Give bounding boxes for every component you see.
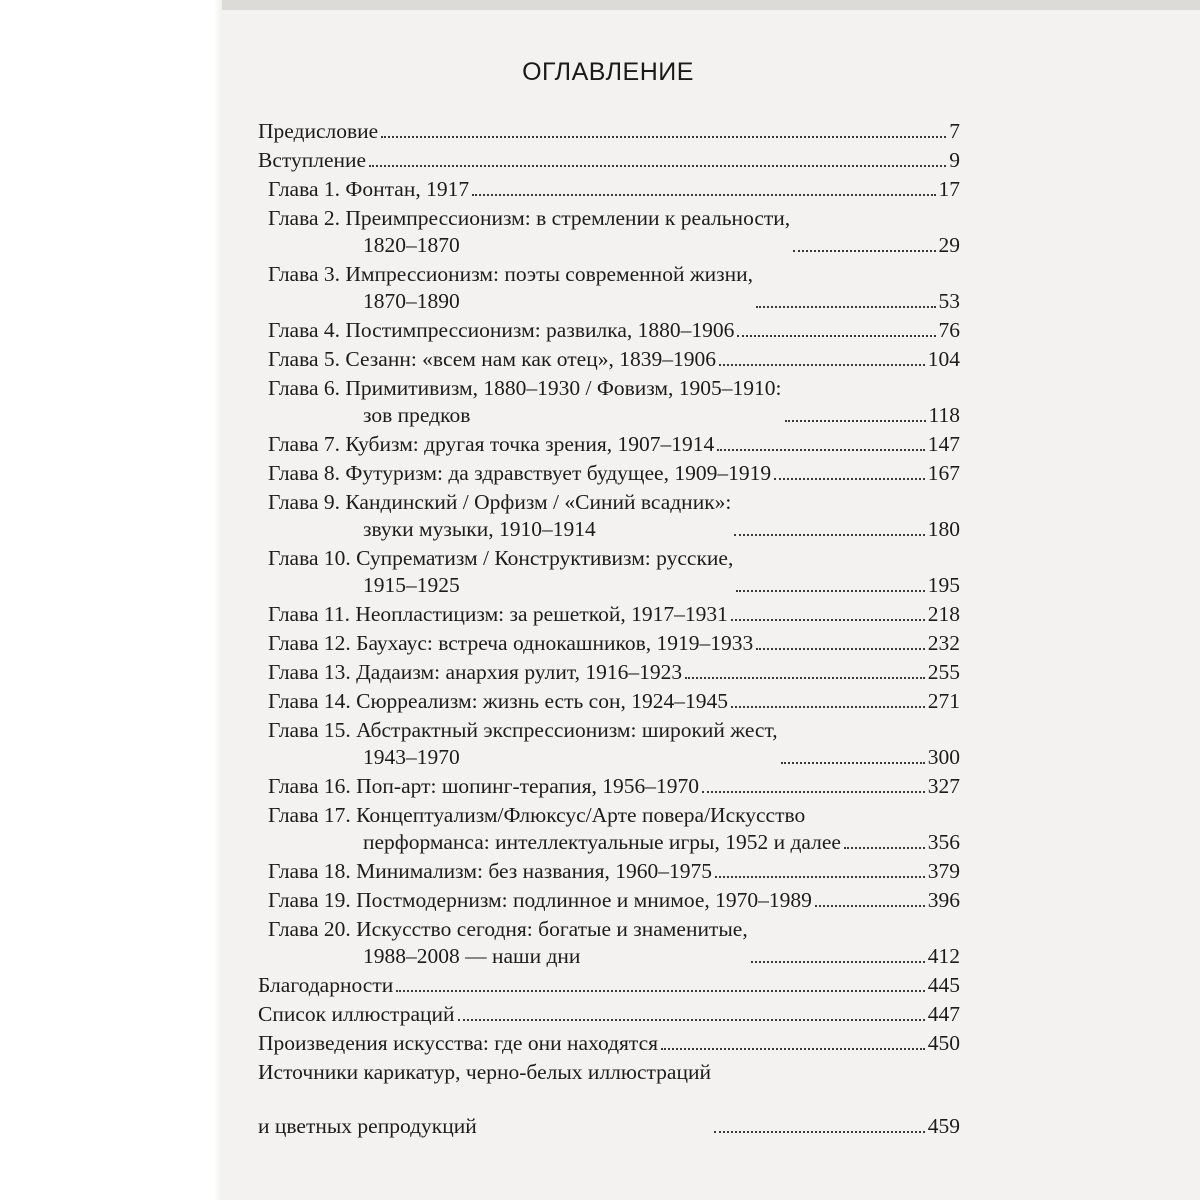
dot-leader bbox=[714, 1130, 925, 1133]
toc-entry-title: Глава 18. Минимализм: без названия, 1960–1975 bbox=[268, 859, 713, 883]
toc-page-number: 9 bbox=[949, 148, 960, 172]
toc-entry-text bbox=[268, 545, 733, 599]
toc-entry-title: Благодарности bbox=[258, 973, 394, 997]
toc-entry[interactable] bbox=[258, 858, 960, 885]
toc-entry-title: Список иллюстраций bbox=[258, 1002, 455, 1026]
top-edge-strip bbox=[222, 0, 1200, 10]
toc-page-number: 412 bbox=[927, 944, 960, 968]
toc-entry[interactable] bbox=[258, 1059, 960, 1140]
toc-entry-text bbox=[268, 601, 728, 628]
toc-page-number: 447 bbox=[927, 1002, 960, 1026]
toc-entry[interactable] bbox=[258, 887, 960, 914]
toc-page-number: 356 bbox=[927, 830, 960, 854]
toc-entry[interactable] bbox=[258, 317, 960, 344]
toc-page-number: 118 bbox=[928, 403, 960, 427]
toc-entry-text bbox=[268, 460, 771, 487]
dot-leader bbox=[458, 1018, 925, 1021]
toc-page-number: 29 bbox=[938, 233, 960, 257]
toc-entry[interactable] bbox=[258, 601, 960, 628]
toc-entry[interactable] bbox=[258, 460, 960, 487]
toc-entry[interactable] bbox=[258, 346, 960, 373]
toc-entry[interactable] bbox=[258, 147, 960, 174]
toc-entry-title: Глава 6. Примитивизм, 1880–1930 / Фовизм, 1905–1910: bbox=[268, 376, 782, 400]
dot-leader bbox=[719, 363, 925, 366]
dot-leader bbox=[369, 164, 946, 167]
toc-entry-title: Глава 17. Концептуализм/Флюксус/Арте повера/Искусство bbox=[268, 803, 806, 827]
dot-leader bbox=[717, 448, 924, 451]
toc-page-number: 271 bbox=[927, 689, 960, 713]
toc-entry[interactable] bbox=[258, 118, 960, 145]
toc-entry-title-continuation: 1943–1970 bbox=[363, 745, 460, 769]
toc-entry-text bbox=[268, 773, 699, 800]
toc-page-number: 450 bbox=[927, 1031, 960, 1055]
toc-entry-title-continuation: 1988–2008 — наши дни bbox=[363, 944, 581, 968]
toc-entry-text bbox=[268, 858, 712, 885]
toc-entry-title: Глава 1. Фонтан, 1917 bbox=[268, 177, 470, 201]
dot-leader bbox=[737, 334, 935, 337]
toc-entry-title: Глава 2. Преимпрессионизм: в стремлении к реальности, bbox=[268, 206, 791, 230]
dot-leader bbox=[731, 618, 925, 621]
toc-page-number: 7 bbox=[949, 119, 960, 143]
toc-entry-title-continuation: зов предков bbox=[363, 403, 471, 427]
dot-leader bbox=[774, 477, 925, 480]
toc-entry-text bbox=[258, 118, 378, 145]
toc-entry-title: Вступление bbox=[258, 148, 367, 172]
toc-page-number: 104 bbox=[927, 347, 960, 371]
toc-entry-title: Глава 14. Сюрреализм: жизнь есть сон, 1924–1945 bbox=[268, 689, 728, 713]
dot-leader bbox=[661, 1047, 925, 1050]
dot-leader bbox=[844, 846, 925, 849]
toc-entry-text bbox=[258, 1059, 711, 1140]
toc-page-number: 445 bbox=[927, 973, 960, 997]
toc-entry[interactable] bbox=[258, 773, 960, 800]
dot-leader bbox=[815, 904, 925, 907]
toc-entry-title: Глава 13. Дадаизм: анархия рулит, 1916–1923 bbox=[268, 660, 683, 684]
toc-entry-text bbox=[258, 1001, 455, 1028]
toc-entry-title: Глава 8. Футуризм: да здравствует будущее, 1909–1919 bbox=[268, 461, 772, 485]
toc-entry[interactable] bbox=[258, 205, 960, 259]
toc-entry[interactable] bbox=[258, 659, 960, 686]
toc-entry-title-continuation: и цветных репродукций bbox=[258, 1114, 477, 1138]
toc-entry-title-continuation: 1820–1870 bbox=[363, 233, 460, 257]
toc-page-number: 17 bbox=[938, 177, 960, 201]
toc-entry[interactable] bbox=[258, 717, 960, 771]
toc-entry-title: Глава 19. Постмодернизм: подлинное и мнимое, 1970–1989 bbox=[268, 888, 812, 912]
toc-entry-text bbox=[268, 346, 716, 373]
toc-page-number: 180 bbox=[927, 517, 960, 541]
toc-entry-title-continuation: 1870–1890 bbox=[363, 289, 460, 313]
toc-page-number: 459 bbox=[927, 1114, 960, 1138]
toc-entry-title: Глава 15. Абстрактный экспрессионизм: широкий жест, bbox=[268, 718, 778, 742]
toc-page-number: 195 bbox=[927, 573, 960, 597]
toc-entry-text bbox=[268, 659, 682, 686]
toc-page-number: 300 bbox=[927, 745, 960, 769]
toc-entry-text bbox=[268, 205, 790, 259]
toc-entry[interactable] bbox=[258, 916, 960, 970]
toc-entry[interactable] bbox=[258, 489, 960, 543]
toc-title: ОГЛАВЛЕНИЕ bbox=[522, 58, 694, 86]
toc-entry-text bbox=[268, 375, 782, 429]
toc-entry-title: Глава 12. Баухаус: встреча однокашников, 1919–1933 bbox=[268, 631, 754, 655]
toc-entry-title-continuation: 1915–1925 bbox=[363, 573, 460, 597]
toc-page-number: 396 bbox=[927, 888, 960, 912]
dot-leader bbox=[785, 419, 926, 422]
toc-entry-title-continuation: звуки музыки, 1910–1914 bbox=[363, 517, 596, 541]
toc-page-number: 53 bbox=[938, 289, 960, 313]
toc-page-number: 379 bbox=[927, 859, 960, 883]
toc-entry-text bbox=[258, 972, 393, 999]
dot-leader bbox=[756, 647, 924, 650]
toc-entry[interactable] bbox=[258, 1001, 960, 1028]
toc-entry-text bbox=[268, 317, 734, 344]
toc-entry-text bbox=[258, 1030, 658, 1057]
toc-entry-title: Глава 20. Искусство сегодня: богатые и знаменитые, bbox=[268, 917, 748, 941]
toc-entry-text bbox=[268, 887, 812, 914]
toc-entry-text bbox=[268, 916, 748, 970]
dot-leader bbox=[781, 761, 925, 764]
toc-list bbox=[258, 118, 960, 1142]
dot-leader bbox=[381, 135, 946, 138]
toc-entry-text bbox=[268, 489, 731, 543]
toc-entry-title: Глава 11. Неопластицизм: за решеткой, 1917–1931 bbox=[268, 602, 728, 626]
toc-entry[interactable] bbox=[258, 261, 960, 315]
toc-entry-text bbox=[268, 176, 469, 203]
toc-page-number: 218 bbox=[927, 602, 960, 626]
toc-entry[interactable] bbox=[258, 802, 960, 856]
toc-entry-text bbox=[268, 261, 753, 315]
toc-entry-title: Глава 10. Супрематизм / Конструктивизм: русские, bbox=[268, 546, 734, 570]
toc-entry[interactable] bbox=[258, 545, 960, 599]
dot-leader bbox=[734, 533, 924, 536]
toc-entry-text bbox=[268, 431, 714, 458]
toc-entry-title: Глава 9. Кандинский / Орфизм / «Синий всадник»: bbox=[268, 490, 732, 514]
dot-leader bbox=[715, 875, 925, 878]
toc-entry[interactable] bbox=[258, 431, 960, 458]
toc-entry[interactable] bbox=[258, 1030, 960, 1057]
toc-entry-title: Глава 7. Кубизм: другая точка зрения, 1907–1914 bbox=[268, 432, 715, 456]
toc-entry-title-continuation: перформанса: интеллектуальные игры, 1952 и далее bbox=[363, 830, 841, 854]
dot-leader bbox=[751, 960, 925, 963]
toc-entry-title: Источники карикатур, черно-белых иллюстраций bbox=[258, 1060, 711, 1084]
toc-entry-title: Глава 5. Сезанн: «всем нам как отец», 1839–1906 bbox=[268, 347, 716, 371]
dot-leader bbox=[396, 989, 925, 992]
toc-entry-text bbox=[268, 688, 728, 715]
toc-entry[interactable] bbox=[258, 972, 960, 999]
toc-entry-text bbox=[268, 630, 753, 657]
toc-entry-title: Глава 3. Импрессионизм: поэты современной жизни, bbox=[268, 262, 754, 286]
toc-entry-text bbox=[258, 147, 366, 174]
toc-page-number: 76 bbox=[938, 318, 960, 342]
toc-page-number: 167 bbox=[927, 461, 960, 485]
toc-page-number: 255 bbox=[927, 660, 960, 684]
toc-entry-title: Глава 4. Постимпрессионизм: развилка, 1880–1906 bbox=[268, 318, 735, 342]
dot-leader bbox=[702, 790, 925, 793]
toc-entry[interactable] bbox=[258, 176, 960, 203]
toc-entry[interactable] bbox=[258, 688, 960, 715]
toc-page-number: 232 bbox=[927, 631, 960, 655]
toc-entry-text bbox=[268, 717, 778, 771]
toc-entry-title: Предисловие bbox=[258, 119, 379, 143]
dot-leader bbox=[736, 589, 924, 592]
toc-entry[interactable] bbox=[258, 375, 960, 429]
dot-leader bbox=[731, 705, 925, 708]
toc-entry-text bbox=[268, 802, 841, 856]
toc-entry-title: Глава 16. Поп-арт: шопинг-терапия, 1956–1970 bbox=[268, 774, 699, 798]
dot-leader bbox=[685, 676, 925, 679]
toc-page-number: 327 bbox=[927, 774, 960, 798]
dot-leader bbox=[472, 193, 935, 196]
dot-leader bbox=[756, 305, 935, 308]
toc-page-number: 147 bbox=[927, 432, 960, 456]
dot-leader bbox=[793, 249, 935, 252]
toc-entry-title: Произведения искусства: где они находятся bbox=[258, 1031, 659, 1055]
toc-entry[interactable] bbox=[258, 630, 960, 657]
